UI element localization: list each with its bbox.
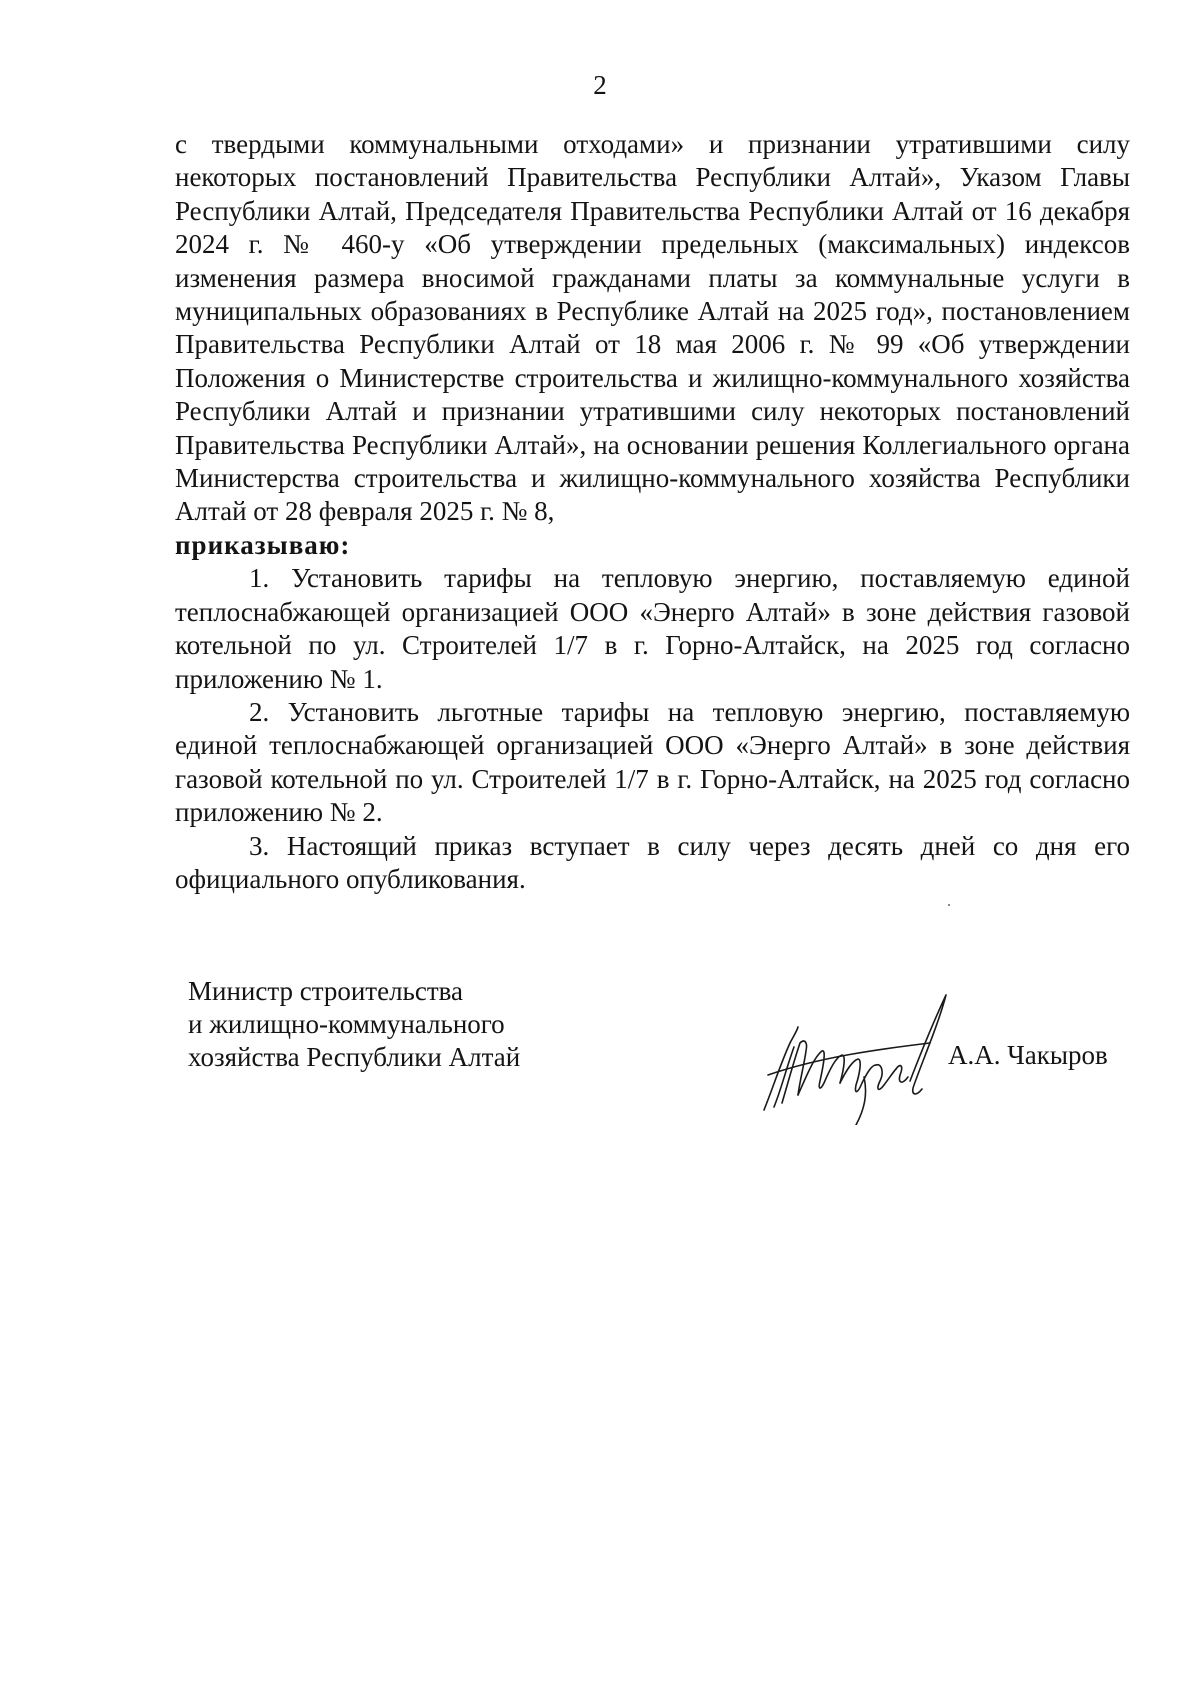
handwritten-signature	[760, 985, 960, 1125]
document-body	[175, 128, 1130, 896]
position-line-1: Министр строительства	[188, 976, 464, 1006]
order-item-1: 1. Установить тарифы на тепловую энергию, поставляемую единой теплоснабжающей организацией ООО «Энерго Алтай» в зоне действия газовой котельной по ул. Строителей 1/7 в г. Горно-Алтайск, на 2025 год согласно приложению № 1.	[175, 563, 1130, 694]
page-number: 2	[593, 70, 607, 100]
order-item-3: 3. Настоящий приказ вступает в силу через десять дней со дня его официального опубликования.	[175, 830, 1130, 894]
scan-speck	[948, 904, 950, 906]
signatory-position	[188, 975, 520, 1074]
signer-name: А.А. Чакыров	[948, 1040, 1108, 1070]
position-line-3: хозяйства Республики Алтай	[188, 1042, 521, 1072]
decree-word: приказываю:	[175, 529, 351, 560]
position-line-2: и жилищно-коммунального	[188, 1009, 505, 1039]
order-item-2: 2. Установить льготные тарифы на тепловую энергию, поставляемую единой теплоснабжающей организацией ООО «Энерго Алтай» в зоне действия газовой котельной по ул. Строителей 1/7 в г. Горно-Алтайск, на 2025 год согласно приложению № 2.	[175, 696, 1130, 828]
preamble-paragraph: с твердыми коммунальными отходами» и признании утратившими силу некоторых постановлений Правительства Республики Алтай», Указом Главы Республики Алтай, Председателя Правительства Республики Алтай от 16 декабря 2024 г. № 460-у «Об утверждении предельных (максимальных) индексов изменения размера вносимой гражданами платы за коммунальные услуги в муниципальных образованиях в Республике Алтай на 2025 год», постановлением Правительства Республики Алтай от 18 мая 2006 г. № 99 «Об утверждении Положения о Министерстве строительства и жилищно-коммунального хозяйства Республики Алтай и признании утратившими силу некоторых постановлений Правительства Республики Алтай», на основании решения Коллегиального органа Министерства строительства и жилищно-коммунального хозяйства Республики Алтай от 28 февраля 2025 г. № 8,	[175, 129, 1130, 527]
